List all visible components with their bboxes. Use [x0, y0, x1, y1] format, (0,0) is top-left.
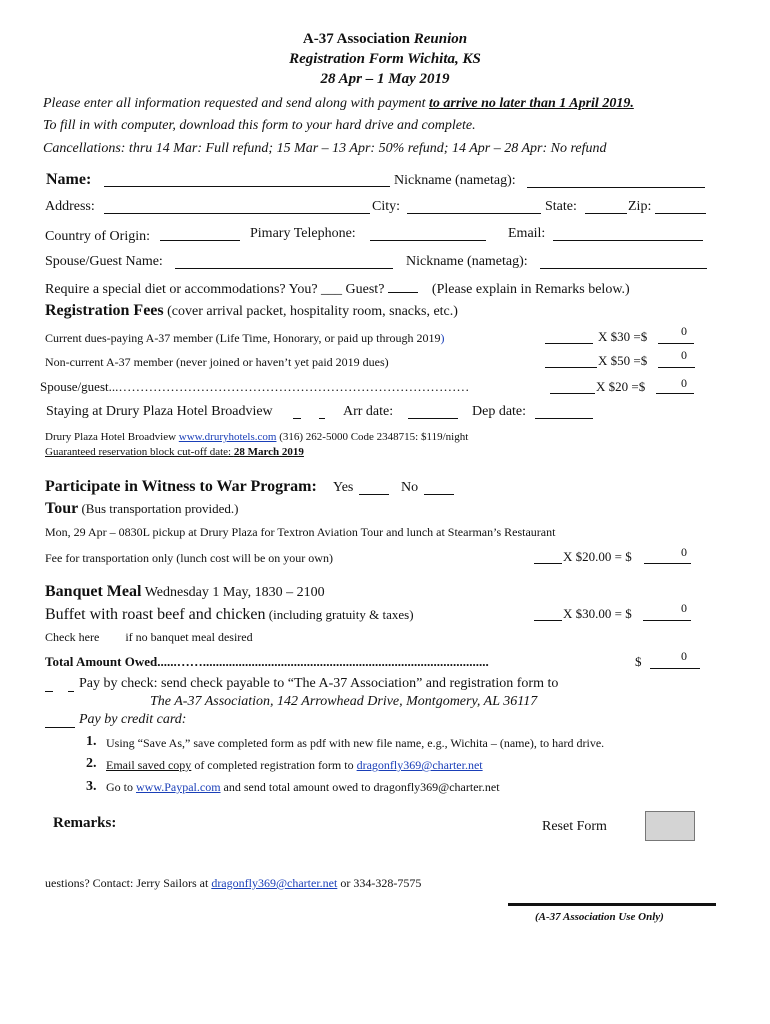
tour-fee-calc: X $20.00 = $ — [563, 549, 632, 564]
form-title-line2: Registration Form Wichita, KS — [289, 51, 481, 67]
mailing-address: The A-37 Association, 142 Arrowhead Drive, Montgomery, AL 36117 — [150, 694, 538, 709]
pay-by-credit-field[interactable] — [45, 715, 75, 728]
current-member-qty[interactable] — [545, 331, 593, 344]
step2-text: Email saved copy of completed registration form to dragonfly369@charter.net — [106, 758, 483, 772]
tour-description: Mon, 29 Apr – 0830L pickup at Drury Plaza for Textron Aviation Tour and lunch at Stearman’s Restaurant — [45, 525, 556, 539]
noncurrent-member-amount-field[interactable] — [658, 355, 695, 368]
email-link[interactable]: dragonfly369@charter.net — [356, 758, 483, 772]
association-use-divider — [508, 903, 716, 906]
pay-by-check-label: Pay by check: send check payable to “The A-37 Association” and registration form to — [79, 676, 559, 691]
tour-amount: 0 — [681, 545, 687, 559]
tour-heading: Tour (Bus transportation provided.) — [45, 500, 239, 517]
email-label: Email: — [508, 226, 546, 241]
witness-yes-label: Yes — [333, 480, 354, 495]
hotel-link[interactable]: www.druryhotels.com — [178, 431, 277, 443]
phone-label: Pimary Telephone: — [250, 226, 356, 241]
arrival-date-field[interactable] — [408, 406, 458, 419]
total-amount-field[interactable] — [650, 656, 700, 669]
current-member-amount: 0 — [681, 324, 687, 338]
address-label: Address: — [45, 199, 95, 214]
step3-number: 3. — [86, 779, 97, 794]
hotel-yes-field[interactable] — [293, 406, 301, 419]
witness-no-field[interactable] — [424, 482, 454, 495]
registration-fees-heading: Registration Fees (cover arrival packet, hospitality room, snacks, etc.) — [45, 302, 458, 319]
city-label: City: — [372, 199, 401, 214]
country-label: Country of Origin: — [45, 229, 150, 244]
witness-yes-field[interactable] — [359, 482, 389, 495]
paypal-link[interactable]: www.Paypal.com — [136, 780, 221, 794]
current-member-amount-field[interactable] — [658, 331, 694, 344]
banquet-heading: Banquet Meal Wednesday 1 May, 1830 – 2100 — [45, 583, 325, 600]
pay-by-check-field-2[interactable] — [68, 679, 74, 692]
tour-qty-field[interactable] — [534, 551, 562, 564]
cancellation-policy: Cancellations: thru 14 Mar: Full refund; 15 Mar – 13 Apr: 50% refund; 14 Apr – 28 Apr: No refund — [43, 141, 607, 156]
form-title-line3: 28 Apr – 1 May 2019 — [320, 71, 450, 87]
city-field[interactable] — [407, 201, 541, 214]
spouse-guest-amount-field[interactable] — [656, 381, 694, 394]
departure-date-label: Dep date: — [472, 404, 527, 419]
association-use-only: (A-37 Association Use Only) — [535, 911, 664, 923]
current-member-label: Current dues-paying A-37 member (Life Time, Honorary, or paid up through 2019) — [45, 331, 445, 345]
name-field[interactable] — [104, 174, 390, 187]
noncurrent-member-calc: X $50 =$ — [598, 353, 648, 368]
spouse-guest-calc: X $20 =$ — [596, 379, 646, 394]
zip-label: Zip: — [628, 199, 652, 214]
noncurrent-member-qty[interactable] — [545, 355, 597, 368]
step2-number: 2. — [86, 756, 97, 771]
contact-info: uestions? Contact: Jerry Sailors at dragonfly369@charter.net or 334-328-7575 — [45, 876, 422, 890]
spouse-guest-amount: 0 — [681, 376, 687, 390]
country-field[interactable] — [160, 228, 240, 241]
total-amount: 0 — [681, 649, 687, 663]
intro-instruction: Please enter all information requested and send along with payment to arrive no later than 1 April 2019. — [43, 96, 634, 111]
pay-by-credit-label: Pay by credit card: — [79, 712, 187, 727]
reset-form-label: Reset Form — [542, 819, 607, 834]
arrival-date-label: Arr date: — [343, 404, 394, 419]
hotel-info: Drury Plaza Hotel Broadview www.druryhotels.com (316) 262-5000 Code 2348715: $119/night — [45, 431, 469, 443]
banquet-description: Buffet with roast beef and chicken (including gratuity & taxes) — [45, 606, 414, 623]
reservation-cutoff: Guaranteed reservation block cut-off date: 28 March 2019 — [45, 446, 304, 458]
no-banquet-check-label: Check here if no banquet meal desired — [45, 630, 253, 644]
spouse-guest-fee-label: Spouse/guest...……………………………………………………………………… — [40, 379, 470, 394]
nickname-field[interactable] — [527, 175, 705, 188]
tour-fee-label: Fee for transportation only (lunch cost will be on your own) — [45, 551, 333, 565]
witness-program-label: Participate in Witness to War Program: — [45, 478, 317, 495]
state-label: State: — [545, 199, 577, 214]
address-field[interactable] — [104, 201, 370, 214]
email-field[interactable] — [553, 228, 703, 241]
form-title-line1: A-37 Association Reunion — [302, 31, 468, 47]
spouse-field[interactable] — [175, 256, 393, 269]
remarks-label: Remarks: — [53, 815, 117, 831]
step3-text: Go to www.Paypal.com and send total amount owed to dragonfly369@charter.net — [106, 780, 500, 794]
departure-date-field[interactable] — [535, 406, 593, 419]
name-label: Name: — [46, 171, 92, 188]
hotel-question: Staying at Drury Plaza Hotel Broadview — [46, 404, 273, 419]
total-dollar-sign: $ — [635, 654, 642, 669]
state-field[interactable] — [585, 201, 627, 214]
pay-by-check-field[interactable] — [45, 679, 53, 692]
step1-number: 1. — [86, 734, 97, 749]
noncurrent-member-amount: 0 — [681, 348, 687, 362]
step1-text: Using “Save As,” save completed form as pdf with new file name, e.g., Wichita – (name), to hard drive. — [106, 736, 605, 750]
banquet-amount: 0 — [681, 601, 687, 615]
spouse-nickname-field[interactable] — [540, 256, 707, 269]
guest-diet-field[interactable] — [388, 280, 418, 293]
zip-field[interactable] — [655, 201, 706, 214]
hotel-no-field[interactable] — [319, 406, 325, 419]
noncurrent-member-label: Non-current A-37 member (never joined or haven’t yet paid 2019 dues) — [45, 355, 389, 369]
current-member-calc: X $30 =$ — [598, 329, 648, 344]
contact-email-link[interactable]: dragonfly369@charter.net — [211, 876, 338, 890]
total-owed-label: Total Amount Owed......……........................................................................................ — [45, 654, 489, 669]
spouse-guest-qty[interactable] — [550, 381, 595, 394]
banquet-calc: X $30.00 = $ — [563, 606, 632, 621]
intro-computer-note: To fill in with computer, download this form to your hard drive and complete. — [43, 118, 476, 133]
spouse-label: Spouse/Guest Name: — [45, 254, 163, 269]
nickname-label: Nickname (nametag): — [394, 173, 516, 188]
witness-no-label: No — [401, 480, 419, 495]
spouse-nickname-label: Nickname (nametag): — [406, 254, 528, 269]
diet-question: Require a special diet or accommodations? You? ___ Guest? (Please explain in Remarks below.) — [45, 282, 630, 297]
phone-field[interactable] — [370, 228, 486, 241]
banquet-qty-field[interactable] — [534, 608, 562, 621]
reset-form-button[interactable] — [645, 811, 695, 841]
